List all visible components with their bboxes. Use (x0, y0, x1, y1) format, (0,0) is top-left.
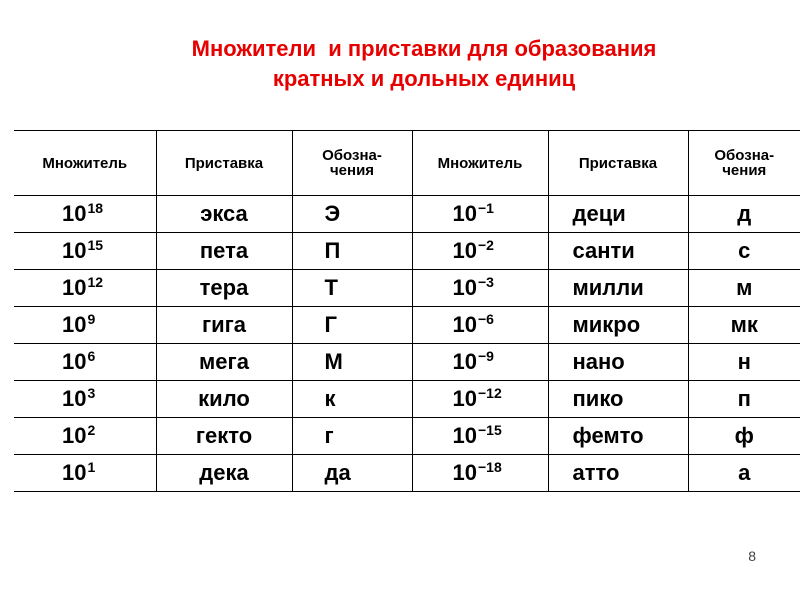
multiplier-cell-2 (412, 418, 548, 455)
multiplier-cell-exponent: 1 (87, 459, 96, 475)
multiplier-cell (14, 344, 156, 381)
prefix-cell: пета (156, 233, 292, 270)
symbol-cell: к (292, 381, 412, 418)
multiplier-cell-base: 10 (62, 423, 87, 448)
multiplier-cell-exponent: 6 (87, 348, 96, 364)
header-symbol-2: Обозна- чения (688, 131, 800, 196)
multiplier-cell-base: 10 (62, 460, 87, 485)
header-prefix: Приставка (156, 131, 292, 196)
prefix-cell: гига (156, 307, 292, 344)
header-prefix-2: Приставка (548, 131, 688, 196)
table-row (14, 381, 800, 418)
multiplier-cell-2-base: 10 (452, 201, 477, 226)
slide-title-line-2: кратных и дольных единиц (272, 66, 576, 91)
multiplier-cell-2-exponent: −1 (477, 200, 494, 216)
multiplier-cell (14, 307, 156, 344)
multiplier-cell-base: 10 (62, 386, 87, 411)
multiplier-cell-2-base: 10 (452, 460, 477, 485)
multiplier-cell-2-exponent: −2 (477, 237, 494, 253)
prefix-cell-2: фемто (548, 418, 688, 455)
multiplier-cell-2-exponent: −18 (477, 459, 502, 475)
symbol-cell: Э (292, 196, 412, 233)
prefix-cell: гекто (156, 418, 292, 455)
symbol-cell-2: ф (688, 418, 800, 455)
table-row (14, 418, 800, 455)
table-row (14, 270, 800, 307)
prefix-cell-2: атто (548, 455, 688, 492)
table-row (14, 233, 800, 270)
multiplier-cell-2-base: 10 (452, 238, 477, 263)
multiplier-cell-exponent: 2 (87, 422, 96, 438)
prefix-cell-2: микро (548, 307, 688, 344)
table-row (14, 196, 800, 233)
slide-title (0, 34, 800, 94)
symbol-cell-2: с (688, 233, 800, 270)
prefix-cell-2: милли (548, 270, 688, 307)
multiplier-cell-2-base: 10 (452, 275, 477, 300)
multiplier-cell-2 (412, 196, 548, 233)
symbol-cell-2: м (688, 270, 800, 307)
symbol-cell: М (292, 344, 412, 381)
prefix-cell: кило (156, 381, 292, 418)
prefix-table (14, 130, 800, 492)
prefix-cell: мега (156, 344, 292, 381)
symbol-cell: г (292, 418, 412, 455)
multiplier-cell (14, 270, 156, 307)
prefix-cell: тера (156, 270, 292, 307)
multiplier-cell-exponent: 3 (87, 385, 96, 401)
multiplier-cell-2-exponent: −3 (477, 274, 494, 290)
prefix-cell-2: нано (548, 344, 688, 381)
symbol-cell-2: а (688, 455, 800, 492)
multiplier-cell-exponent: 9 (87, 311, 96, 327)
table-header-row (14, 131, 800, 196)
multiplier-cell-base: 10 (62, 201, 87, 226)
multiplier-cell-2-base: 10 (452, 386, 477, 411)
symbol-cell: да (292, 455, 412, 492)
multiplier-cell-exponent: 15 (87, 237, 104, 253)
multiplier-cell-base: 10 (62, 349, 87, 374)
multiplier-cell-2 (412, 381, 548, 418)
multiplier-cell-exponent: 18 (87, 200, 104, 216)
multiplier-cell-base: 10 (62, 312, 87, 337)
symbol-cell-2: мк (688, 307, 800, 344)
multiplier-cell-base: 10 (62, 275, 87, 300)
prefix-cell: экса (156, 196, 292, 233)
slide-title-line-1: Множители и приставки для образования (191, 36, 657, 61)
multiplier-cell-exponent: 12 (87, 274, 104, 290)
multiplier-cell-2-base: 10 (452, 423, 477, 448)
multiplier-cell-2 (412, 270, 548, 307)
multiplier-cell-2 (412, 344, 548, 381)
multiplier-cell-2-exponent: −9 (477, 348, 494, 364)
multiplier-cell-2 (412, 233, 548, 270)
header-multiplier-2: Множитель (412, 131, 548, 196)
symbol-cell: Г (292, 307, 412, 344)
prefix-cell-2: санти (548, 233, 688, 270)
multiplier-cell-base: 10 (62, 238, 87, 263)
multiplier-cell-2-base: 10 (452, 349, 477, 374)
symbol-cell: П (292, 233, 412, 270)
multiplier-cell (14, 381, 156, 418)
header-multiplier: Множитель (14, 131, 156, 196)
multiplier-cell (14, 233, 156, 270)
multiplier-cell (14, 455, 156, 492)
page-number: 8 (748, 548, 756, 564)
prefix-cell-2: деци (548, 196, 688, 233)
table-row (14, 344, 800, 381)
multiplier-cell-2 (412, 307, 548, 344)
symbol-cell-2: д (688, 196, 800, 233)
table-row (14, 455, 800, 492)
multiplier-cell-2-exponent: −12 (477, 385, 502, 401)
multiplier-cell (14, 418, 156, 455)
symbol-cell-2: н (688, 344, 800, 381)
multiplier-cell (14, 196, 156, 233)
multiplier-cell-2-exponent: −6 (477, 311, 494, 327)
header-symbol: Обозна- чения (292, 131, 412, 196)
multiplier-cell-2 (412, 455, 548, 492)
prefix-cell-2: пико (548, 381, 688, 418)
prefix-cell: дека (156, 455, 292, 492)
multiplier-cell-2-base: 10 (452, 312, 477, 337)
symbol-cell-2: п (688, 381, 800, 418)
symbol-cell: Т (292, 270, 412, 307)
multiplier-cell-2-exponent: −15 (477, 422, 502, 438)
table-row (14, 307, 800, 344)
